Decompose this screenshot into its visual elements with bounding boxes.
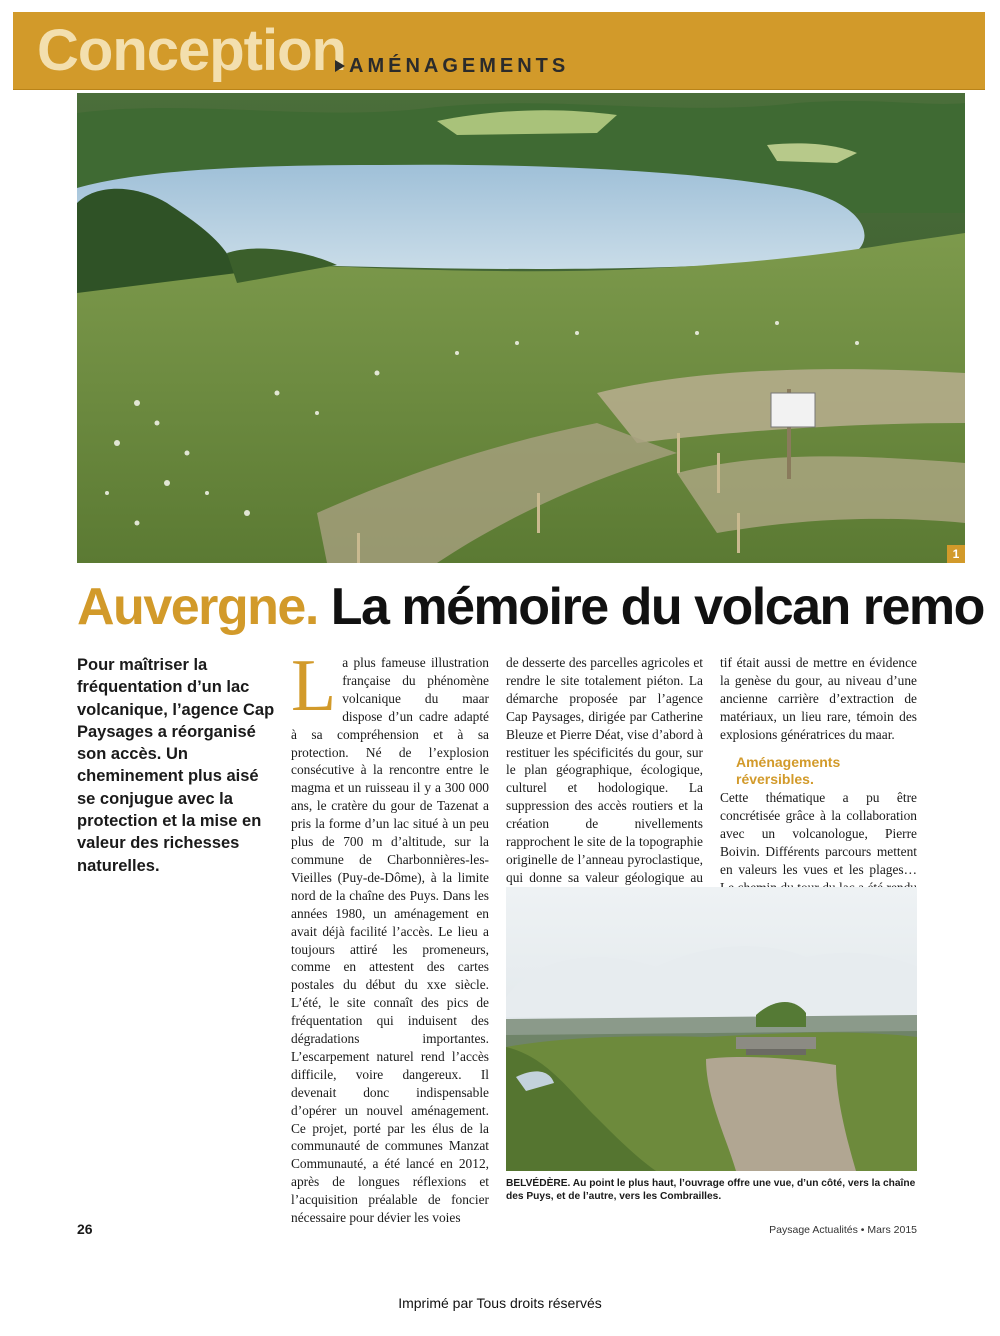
section-title: Conception [37,18,346,83]
print-notice: Imprimé par Tous droits réservés [398,1295,602,1311]
lake-landscape-illustration [77,93,965,563]
body-column-1 [291,645,489,1227]
arrow-right-icon [335,60,345,72]
magazine-issue: Paysage Actualités • Mars 2015 [769,1224,917,1236]
belvedere-illustration [506,887,917,1171]
title-main: La mémoire du volcan remo [330,578,984,636]
photo-caption: BELVÉDÈRE. Au point le plus haut, l’ouvrage offre une vue, d’un côté, vers la chaîne des Puys, et de l’autre, vers les Combrailles. [506,1178,916,1202]
subsection-title: AMÉNAGEMENTS [349,55,570,77]
article-lead: Pour maîtriser la fréquentation d’un lac volcanique, l’agence Cap Paysages a réorganisé son accès. Un cheminement plus aisé se conjugue avec la protection et la mise en valeur des richesses naturelles. [77,656,275,875]
main-photo-lake [77,93,965,563]
page-number: 26 [77,1221,93,1237]
body-column-2 [506,654,703,905]
article-title [77,574,997,640]
title-kicker: Auvergne. [77,578,318,636]
photo-belvedere [506,887,917,1171]
subheading: Aménagements réversibles. [736,753,841,788]
section-header [13,12,985,90]
body-text-2: de desserte des parcelles agricoles et rendre le site totalement piéton. La démarche proposée par l’agence Cap Paysages, dirigée par Catherine Bleuze et Pierre Déat, vise d’abord à restituer les spécificités du gour, sur le plan géographique, écologique, culturel et hodologique. La suppression des accès routiers et la création de nivellements rapprochent le site de la topographie originelle de l’anneau pyroclastique, qui donne sa valeur géologique au [506,655,703,885]
body-text-1: a plus fameuse illustration française du phénomène volcanique du maar dispose d’un cadre adapté à sa compréhension et à sa protection. Né de l’explosion consécutive à la rencontre entre le magma et un ruisseau il y a 300 000 ans, le cratère du gour de Tazenat a pris la forme d’un lac situé à un peu plus de 700 m d’altitude, sur la commune de Charbonnières-les-Vieilles (Puy-de-Dôme), à la limite nord de la chaîne des Puys. Dans les années 1980, un aménagement en avait déjà facilité l’accès. Le lieu a toujours attiré les promeneurs, comme en attestent des cartes postales du début du xxe siècle. L’été, le site connaît des pics de fréquentation qui induisent des dégradations importantes. L’escarpement naturel rend l’accès difficile, voire dangereux. Il devenait donc indispensable d’opérer un nouvel aménagement. Ce projet, porté par les élus de la communauté de communes Manzat Communauté, a été lancé en 2012, après de longues réflexions et l’acquisition préalable de foncier nécessaire pour dévier les voies [291,655,489,1226]
drop-cap: L [291,645,337,727]
body-text-3b: Cette thématique a pu être concrétisée grâce à la collaboration avec un volcanologue, Pierre Boivin. Différents parcours mettent en valeurs les vues et les plages… [720,790,917,877]
photo-number-badge: 1 [947,545,965,563]
body-text-3a: tif était aussi de mettre en évidence la genèse du gour, au niveau d’une ancienne carrière d’extraction de matériaux, un lieu rare, témoin des explosions génératrices du maar. [720,655,917,742]
body-column-3 [720,654,917,915]
